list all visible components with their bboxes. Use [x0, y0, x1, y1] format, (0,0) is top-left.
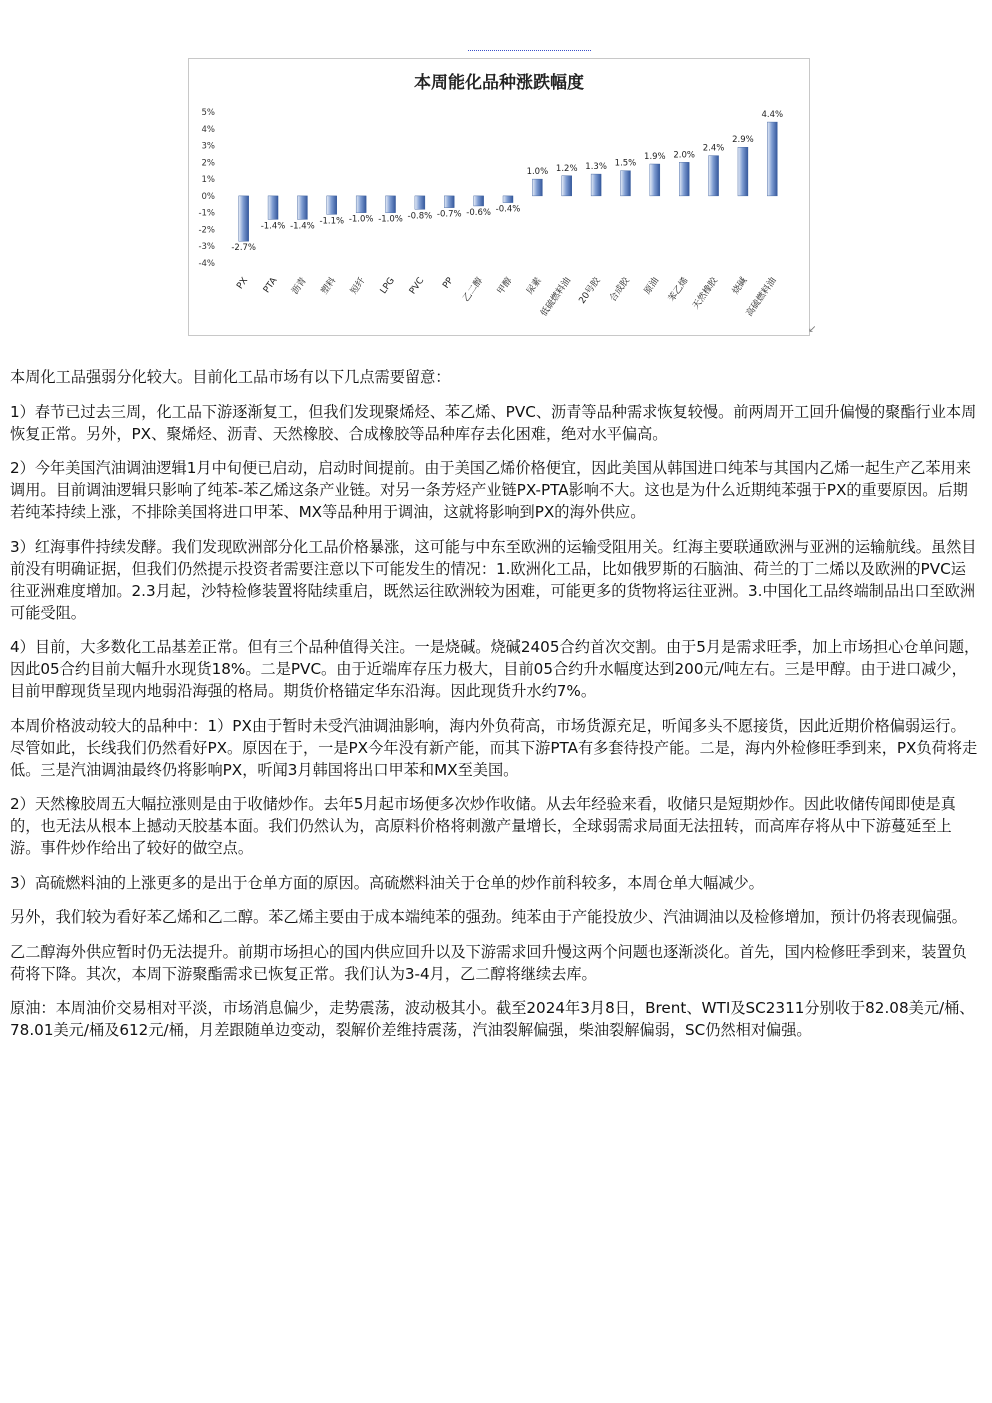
paragraph-3: 3）红海事件持续发酵。我们发现欧洲部分化工品价格暴涨，这可能与中东至欧洲的运输受阻用关。红海主要联通欧洲与亚洲的运输航线。虽然目前没有明确证据，但我们仍然提示投资者需要注意以下可能发生的情况：1.欧洲化工品，比如俄罗斯的石脑油、荷兰的丁二烯以及欧洲的PVC运往亚洲难度增加。2.3月起，沙特检修装置将陆续重启，既然运往欧洲较为困难，可能更多的货物将运往亚洲。3.中国化工品终端制品出口至欧洲可能受阻。 — [10, 537, 977, 622]
bar-value-label: -0.6% — [466, 207, 491, 218]
y-tick-label: -1% — [198, 208, 215, 219]
y-tick-label: 5% — [201, 108, 215, 118]
paragraph-crude: 原油：本周油价交易相对平淡，市场消息偏少，走势震荡，波动极其小。截至2024年3月8日，Brent、WTI及SC2311分别收于82.08美元/桶、78.01美元/桶及612元/桶，月差跟随单边变动，裂解价差维持震荡，汽油裂解偏强，柴油裂解偏弱，SC仍然相对偏强。 — [10, 999, 975, 1039]
bar-value-label: 2.9% — [732, 135, 754, 146]
paragraph-4: 4）目前，大多数化工品基差正常。但有三个品种值得关注。一是烧碱。烧碱2405合约首次交割。由于5月是需求旺季，加上市场担心仓单问题，因此05合约目前大幅升水现货18%。二是PVC。由于近端库存压力极大，目前05合约升水幅度达到200元/吨左右。三是甲醇。由于进口减少，目前甲醇现货呈现内地弱沿海强的格局。期货价格锚定华东沿海。因此现货升水约7%。 — [10, 638, 980, 700]
paragraph-meg: 乙二醇海外供应暂时仍无法提升。前期市场担心的国内供应回升以及下游需求回升慢这两个问题也逐渐淡化。首先，国内检修旺季到来，装置负荷将下降。其次，本周下游聚酯需求已恢复正常。我们认为3-4月，乙二醇将继续去库。 — [10, 942, 967, 983]
bar — [415, 196, 425, 209]
bar-value-label: 1.5% — [614, 158, 637, 169]
bar-chart — [188, 58, 810, 336]
bar-value-label: -1.4% — [290, 221, 315, 232]
y-tick-label: 1% — [201, 175, 215, 186]
x-tick-label: 苯乙烯 — [666, 275, 691, 304]
bar-value-label: -1.1% — [319, 216, 345, 227]
y-tick-label: 4% — [201, 124, 215, 135]
bar — [268, 196, 278, 219]
x-tick-label: 塑料 — [319, 275, 339, 297]
x-tick-label: PP — [441, 275, 456, 291]
bar-value-label: -0.8% — [407, 211, 433, 222]
bar — [386, 196, 396, 213]
bar — [327, 196, 337, 214]
bar — [591, 174, 601, 196]
y-tick-label: -3% — [198, 242, 215, 253]
bar — [562, 176, 572, 196]
x-tick-label: 乙二醇 — [461, 275, 486, 304]
bar — [709, 156, 719, 196]
bar — [532, 179, 542, 196]
bar-value-label: 1.9% — [644, 152, 666, 163]
x-tick-label: 高硫燃料油 — [744, 275, 779, 319]
x-tick-label: 尿素 — [525, 275, 544, 297]
bar-value-label: -1.0% — [378, 214, 403, 225]
paragraph-fuel-oil: 3）高硫燃料油的上涨更多的是出于仓单方面的原因。高硫燃料油关于仓单的炒作前科较多，本周仓单大幅减少。 — [10, 873, 764, 892]
bar-value-label: 4.4% — [761, 110, 784, 121]
bar-value-label: -0.7% — [436, 209, 462, 220]
bar-value-label: 2.4% — [702, 143, 725, 154]
paragraph-rubber: 2）天然橡胶周五大幅拉涨则是由于收储炒作。去年5月起市场便多次炒作收储。从去年经验来看，收储只是短期炒作。因此收储传闻即使是真的，也无法从根本上撼动天胶基本面。我们仍然认为，高原料价格将刺激产量增长，全球弱需求局面无法扭转，而高库存将从中下游蔓延至上游。事件炒作给出了较好的做空点。 — [10, 795, 956, 857]
x-tick-label: PVC — [407, 275, 427, 297]
bar — [356, 196, 366, 213]
paragraph-volatility: 本周价格波动较大的品种中：1）PX由于暂时未受汽油调油影响，海内外负荷高，市场货源充足，听闻多头不愿接货，因此近期价格偏弱运行。尽管如此，长线我们仍然看好PX。原因在于，一是PX今年没有新产能，而其下游PTA有多套待投产能。二是，海内外检修旺季到来，PX负荷将走低。三是汽油调油最终仍将影响PX，听闻3月韩国将出口甲苯和MX至美国。 — [10, 716, 978, 779]
x-tick-label: 甲醇 — [495, 275, 515, 297]
y-tick-label: 0% — [201, 191, 215, 202]
bar — [503, 196, 513, 203]
x-tick-label: 合成胶 — [608, 275, 632, 304]
bar — [767, 122, 777, 196]
paragraph-intro: 本周化工品强弱分化较大。目前化工品市场有以下几点需要留意： — [10, 368, 451, 386]
y-tick-label: 3% — [201, 141, 215, 152]
x-tick-label: 原油 — [642, 275, 662, 297]
bar-value-label: -1.0% — [348, 214, 374, 225]
x-tick-label: 短纤 — [349, 275, 368, 297]
resize-handle-icon[interactable]: ↙ — [808, 324, 817, 335]
y-tick-label: 2% — [201, 158, 215, 169]
bar — [444, 196, 454, 208]
bar — [297, 196, 307, 219]
x-tick-label: 沥青 — [290, 275, 309, 297]
chart-canvas — [189, 59, 809, 335]
bar-value-label: -1.4% — [260, 221, 286, 232]
x-tick-label: 低硫燃料油 — [539, 275, 574, 319]
paragraph-outlook: 另外，我们较为看好苯乙烯和乙二醇。苯乙烯主要由于成本端纯苯的强劲。纯苯由于产能投放少、汽油调油以及检修增加，预计仍将表现偏强。 — [10, 908, 967, 926]
bar-value-label: 1.3% — [585, 162, 607, 173]
bar-value-label: -0.4% — [495, 204, 521, 215]
bar-value-label: 2.0% — [673, 150, 696, 161]
bar-value-label: 1.0% — [526, 167, 549, 178]
article-body — [10, 366, 980, 1054]
x-tick-label: 天然橡胶 — [691, 275, 721, 312]
bar — [620, 171, 630, 196]
bar — [239, 196, 249, 241]
x-tick-label: 烧碱 — [730, 275, 750, 297]
bar — [738, 147, 748, 196]
bar-value-label: -2.7% — [231, 243, 257, 254]
y-tick-label: -4% — [198, 259, 215, 269]
bar — [474, 196, 484, 206]
x-tick-label: LPG — [378, 275, 397, 296]
y-tick-label: -2% — [198, 225, 215, 236]
bar — [650, 164, 660, 196]
bar — [679, 162, 689, 196]
x-tick-label: 20号胶 — [577, 275, 603, 306]
paragraph-2: 2）今年美国汽油调油逻辑1月中旬便已启动，启动时间提前。由于美国乙烯价格便宜，因此美国从韩国进口纯苯与其国内乙烯一起生产乙苯用来调用。目前调油逻辑只影响了纯苯-苯乙烯这条产业链。对另一条芳烃产业链PX-PTA影响不大。这也是为什么近期纯苯强于PX的重要原因。后期若纯苯持续上涨，不排除美国将进口甲苯、MX等品种用于调油，这就将影响到PX的海外供应。 — [10, 459, 971, 521]
paragraph-1: 1）春节已过去三周，化工品下游逐渐复工，但我们发现聚烯烃、苯乙烯、PVC、沥青等品种需求恢复较慢。前两周开工回升偏慢的聚酯行业本周恢复正常。另外，PX、聚烯烃、沥青、天然橡胶、合成橡胶等品种库存去化困难，绝对水平偏高。 — [10, 402, 977, 443]
bar-value-label: 1.2% — [555, 163, 578, 174]
header-link-underline[interactable] — [468, 46, 591, 51]
x-tick-label: PTA — [261, 275, 280, 296]
x-tick-label: PX — [235, 275, 251, 292]
chart-title: 本周能化品种涨跌幅度 — [414, 73, 584, 93]
